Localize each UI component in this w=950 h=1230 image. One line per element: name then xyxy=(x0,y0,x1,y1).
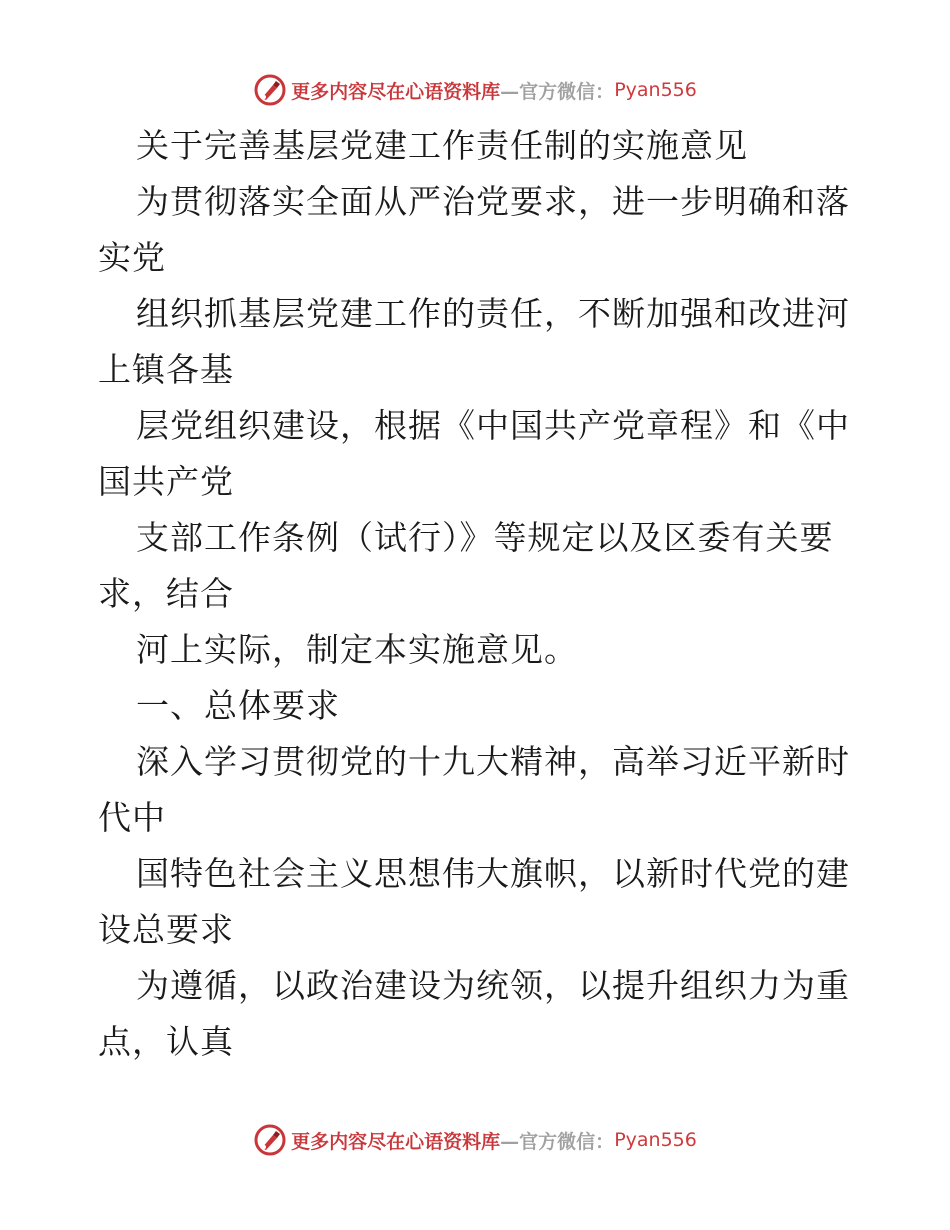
footer-watermark xyxy=(0,1120,950,1160)
document-body xyxy=(98,118,858,1070)
document-line: 为贯彻落实全面从严治党要求，进一步明确和落 xyxy=(136,182,850,221)
watermark-separator-text: —官方微信： xyxy=(500,80,615,103)
document-line: 求，结合 xyxy=(98,574,234,613)
document-line: 上镇各基 xyxy=(98,350,234,389)
document-line: 一、总体要求 xyxy=(136,686,340,725)
document-line: 点，认真 xyxy=(98,1022,234,1061)
watermark-separator-text: —官方微信： xyxy=(500,1130,615,1153)
document-line: 设总要求 xyxy=(98,910,234,949)
document-line: 国共产党 xyxy=(98,462,234,501)
document-line: 代中 xyxy=(98,798,166,837)
document-line: 实党 xyxy=(98,238,166,277)
document-line: 组织抓基层党建工作的责任，不断加强和改进河 xyxy=(136,294,850,333)
document-line: 为遵循，以政治建设为统领，以提升组织力为重 xyxy=(136,966,850,1005)
header-watermark xyxy=(0,70,950,110)
watermark-id-text: Pyan556 xyxy=(614,79,697,101)
watermark-main-text: 更多内容尽在心语资料库 xyxy=(291,80,501,103)
document-line: 国特色社会主义思想伟大旗帜，以新时代党的建 xyxy=(136,854,850,893)
document-line: 河上实际，制定本实施意见。 xyxy=(136,630,578,669)
document-line: 支部工作条例（试行）》等规定以及区委有关要 xyxy=(136,518,834,557)
watermark-main-text: 更多内容尽在心语资料库 xyxy=(291,1130,501,1153)
pen-seal-icon xyxy=(253,1123,287,1157)
watermark-id-text: Pyan556 xyxy=(614,1129,697,1151)
document-line: 深入学习贯彻党的十九大精神，高举习近平新时 xyxy=(136,742,850,781)
document-line: 关于完善基层党建工作责任制的实施意见 xyxy=(136,126,748,165)
document-line: 层党组织建设，根据《中国共产党章程》和《中 xyxy=(136,406,850,445)
pen-seal-icon xyxy=(253,73,287,107)
